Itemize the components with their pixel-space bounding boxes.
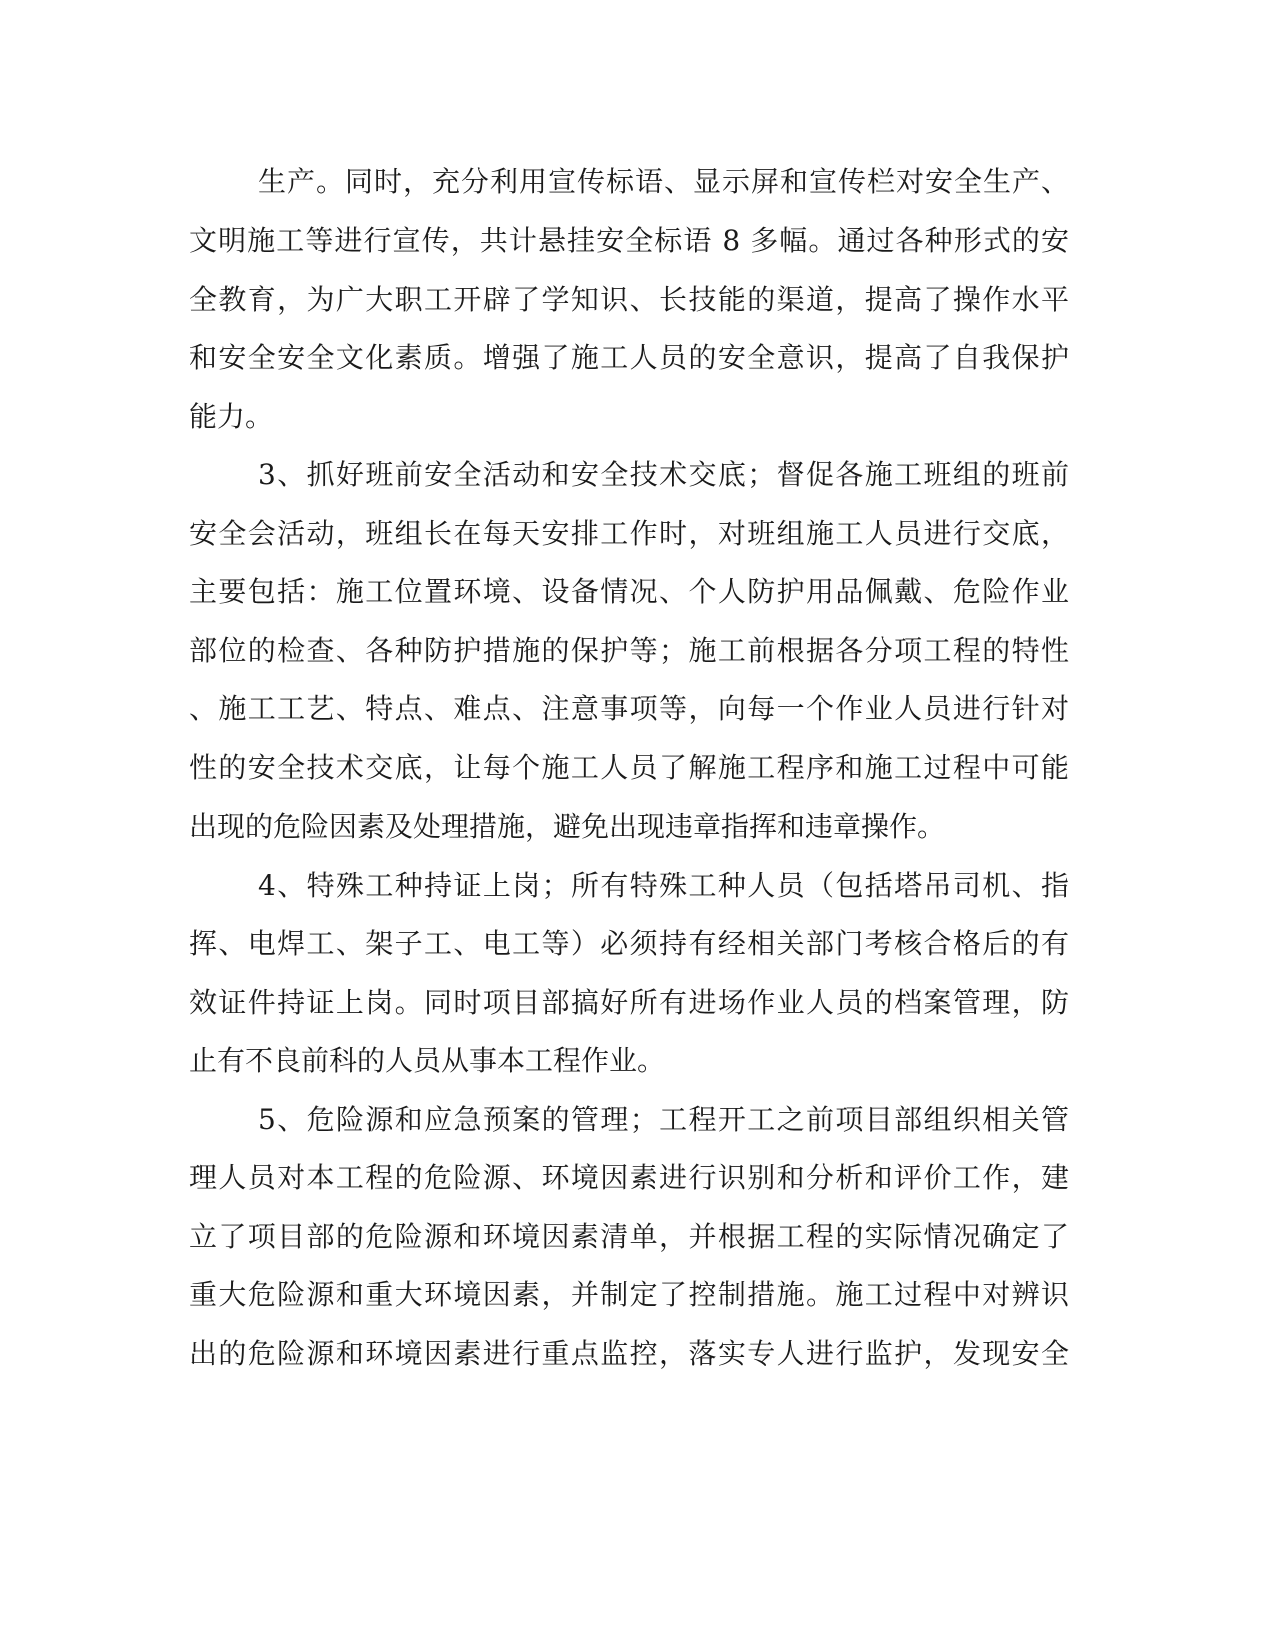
text-line: 4、特殊工种持证上岗；所有特殊工种人员（包括塔吊司机、指 (258, 869, 1069, 902)
text-line: 主要包括：施工位置环境、设备情况、个人防护用品佩戴、危险作业 (189, 575, 1069, 608)
text-line: 安全会活动，班组长在每天安排工作时，对班组施工人员进行交底， (189, 517, 1069, 550)
text-line: 性的安全技术交底，让每个施工人员了解施工程序和施工过程中可能 (189, 751, 1069, 784)
text-line: 效证件持证上岗。同时项目部搞好所有进场作业人员的档案管理，防 (189, 986, 1069, 1019)
text-line: 理人员对本工程的危险源、环境因素进行识别和分析和评价工作，建 (189, 1161, 1069, 1194)
text-line: 出的危险源和环境因素进行重点监控，落实专人进行监护，发现安全 (189, 1337, 1069, 1370)
text-line: 挥、电焊工、架子工、电工等）必须持有经相关部门考核合格后的有 (189, 927, 1069, 960)
text-line: 3、抓好班前安全活动和安全技术交底；督促各施工班组的班前 (258, 458, 1069, 491)
text-line: 部位的检查、各种防护措施的保护等；施工前根据各分项工程的特性 (189, 634, 1069, 667)
text-line: 全教育，为广大职工开辟了学知识、长技能的渠道，提高了操作水平 (189, 283, 1069, 316)
text-line: 文明施工等进行宣传，共计悬挂安全标语 8 多幅。通过各种形式的安 (189, 224, 1069, 257)
text-line: 能力。 (189, 400, 274, 433)
text-line: 出现的危险因素及处理措施，避免出现违章指挥和违章操作。 (189, 810, 946, 843)
text-line: 重大危险源和重大环境因素，并制定了控制措施。施工过程中对辨识 (189, 1278, 1069, 1311)
text-line: 止有不良前科的人员从事本工程作业。 (189, 1044, 666, 1077)
text-line: 立了项目部的危险源和环境因素清单，并根据工程的实际情况确定了 (189, 1220, 1069, 1253)
text-line: 、施工工艺、特点、难点、注意事项等，向每一个作业人员进行针对 (189, 692, 1069, 725)
text-line: 5、危险源和应急预案的管理；工程开工之前项目部组织相关管 (258, 1103, 1069, 1136)
text-line: 生产。同时，充分利用宣传标语、显示屏和宣传栏对安全生产、 (258, 165, 1069, 198)
text-line: 和安全安全文化素质。增强了施工人员的安全意识，提高了自我保护 (189, 341, 1069, 374)
